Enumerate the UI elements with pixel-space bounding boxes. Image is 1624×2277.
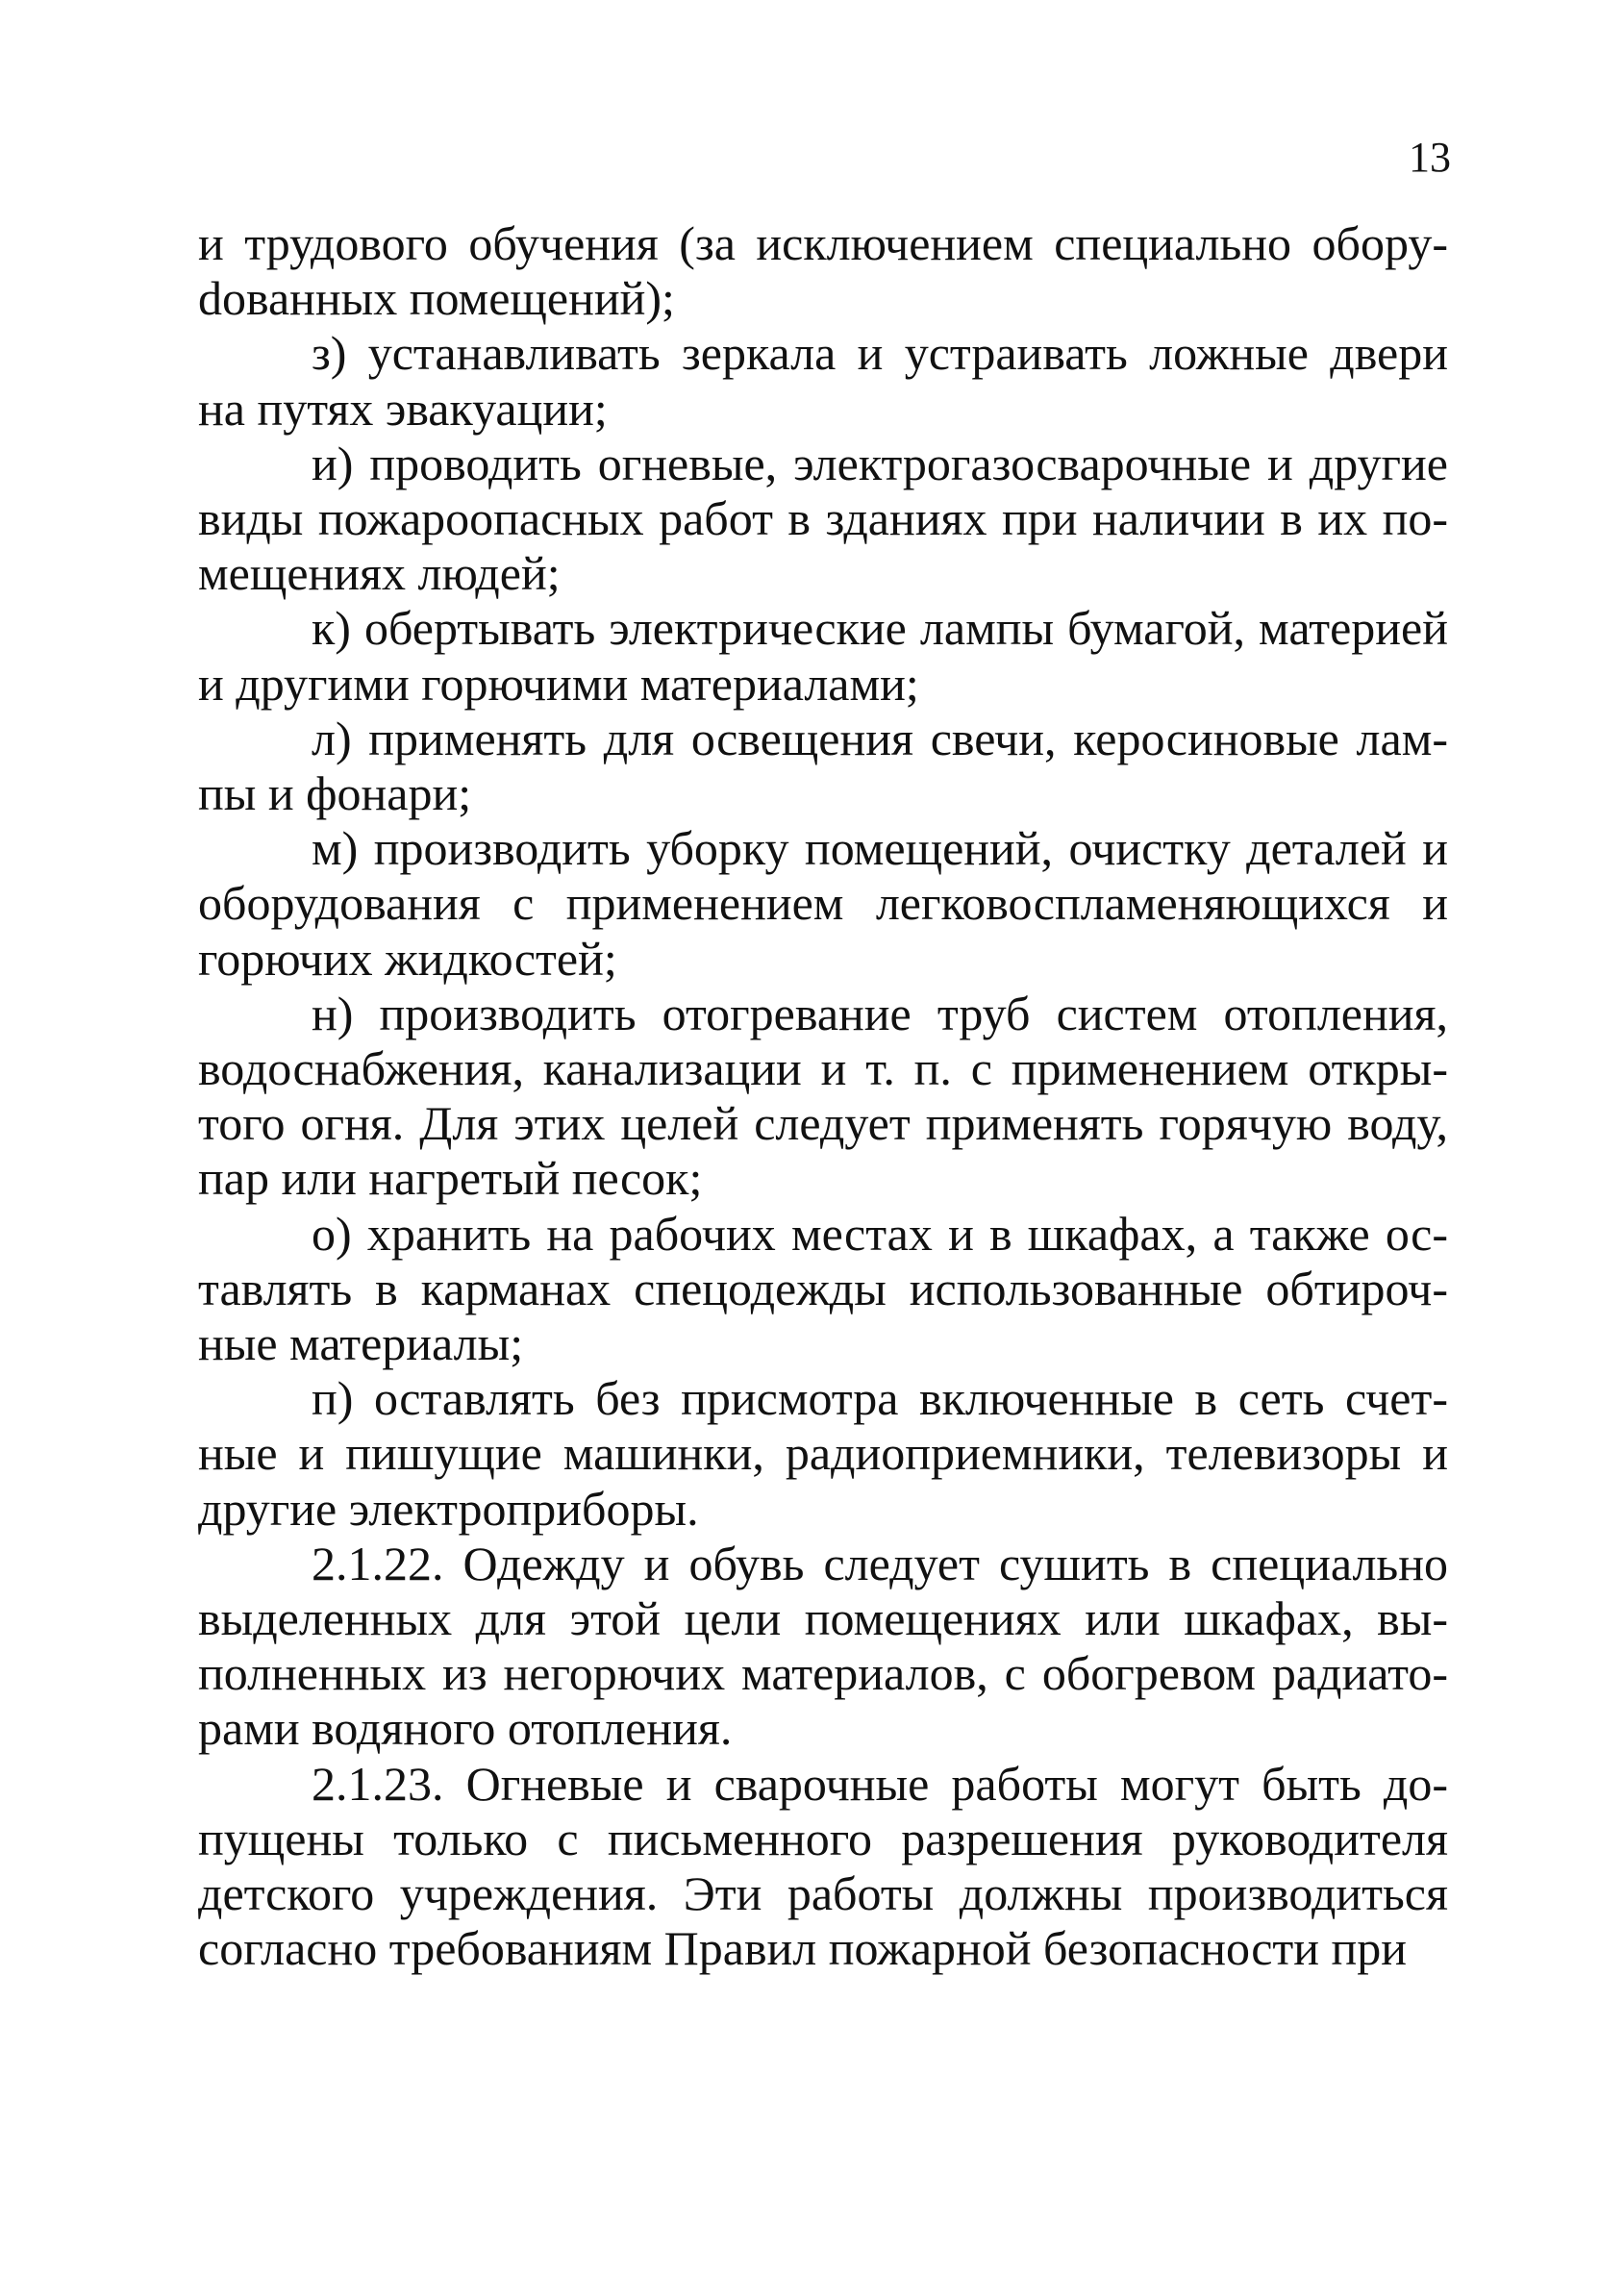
body-text xyxy=(198,216,1448,1977)
list-item-z: з) устанавливать зеркала и устраивать ложные двери на путях эвакуации; xyxy=(198,326,1448,436)
paragraph-continuation: и трудового обучения (за исключением специально оборуdованных помещений); xyxy=(198,216,1448,326)
list-item-m: м) производить уборку помещений, очистку деталей и оборудования с применением легковоспламеняющихся и горючих жидкостей; xyxy=(198,821,1448,986)
list-item-o: о) хранить на рабочих местах и в шкафах, а также оставлять в карманах спецодежды использованные обтирочные материалы; xyxy=(198,1206,1448,1371)
clause-2-1-22: 2.1.22. Одежду и обувь следует сушить в специально выделенных для этой цели помещениях или шкафах, выполненных из негорючих материалов, с обогревом радиаторами водяного отопления. xyxy=(198,1536,1448,1756)
list-item-l: л) применять для освещения свечи, керосиновые лампы и фонари; xyxy=(198,711,1448,821)
clause-2-1-23: 2.1.23. Огневые и сварочные работы могут быть допущены только с письменного разрешения руководителя детского учреждения. Эти работы должны производиться согласно требованиям Правил пожарной безопасности при xyxy=(198,1756,1448,1976)
page-number: 13 xyxy=(1409,134,1451,181)
list-item-k: к) обертывать электрические лампы бумагой, материей и другими горючими материалами; xyxy=(198,601,1448,711)
list-item-i: и) проводить огневые, электрогазосварочные и другие виды пожароопасных работ в зданиях при наличии в их помещениях людей; xyxy=(198,436,1448,601)
list-item-p: п) оставлять без присмотра включенные в сеть счетные и пишущие машинки, радиоприемники, телевизоры и другие электроприборы. xyxy=(198,1371,1448,1536)
list-item-n: н) производить отогревание труб систем отопления, водоснабжения, канализации и т. п. с применением открытого огня. Для этих целей следует применять горячую воду, пар или нагретый песок; xyxy=(198,986,1448,1206)
